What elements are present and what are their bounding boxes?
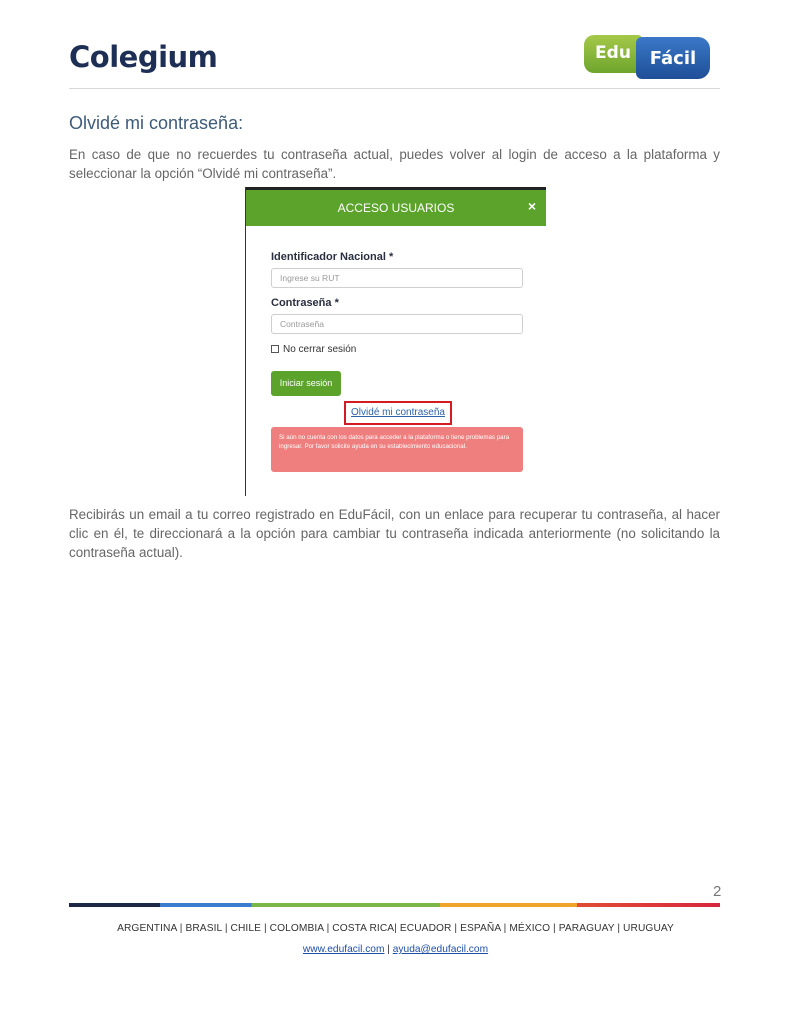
footer-color-bar: [69, 903, 720, 907]
password-label: Contraseña *: [271, 297, 339, 309]
login-button[interactable]: Iniciar sesión: [271, 371, 341, 396]
logo-edu-part: Edu: [584, 35, 642, 73]
edufacil-logo: [582, 33, 712, 81]
page-number: 2: [713, 883, 722, 900]
remember-checkbox[interactable]: [271, 345, 279, 353]
close-icon[interactable]: ×: [527, 198, 536, 214]
remember-session-row[interactable]: [271, 344, 356, 355]
password-input[interactable]: Contraseña: [271, 314, 523, 334]
login-modal-screenshot: [245, 187, 546, 496]
email-link[interactable]: ayuda@edufacil.com: [392, 944, 489, 955]
national-id-label: Identificador Nacional *: [271, 251, 394, 263]
forgot-password-highlight: [344, 401, 452, 425]
forgot-password-link[interactable]: Olvidé mi contraseña: [351, 407, 445, 418]
email-instructions-paragraph: Recibirás un email a tu correo registrado en EduFácil, con un enlace para recuperar tu contraseña, al hacer clic en él, te direccionará a la opción para cambiar tu contraseña indicada anteriormente (no solicitando la contraseña actual).: [69, 507, 720, 560]
help-alert: Si aún no cuenta con los datos para acceder a la plataforma o tiene problemas para ingresar. Por favor solicite ayuda en su establecimiento educacional.: [271, 427, 523, 472]
remember-label: No cerrar sesión: [283, 344, 357, 355]
modal-title: ACCESO USUARIOS: [337, 201, 455, 215]
national-id-input[interactable]: Ingrese su RUT: [271, 268, 523, 288]
footer-countries: ARGENTINA | BRASIL | CHILE | COLOMBIA | COSTA RICA| ECUADOR | ESPAÑA | MÉXICO | PARAGUAY | URUGUAY: [117, 923, 674, 934]
footer-separator: |: [384, 944, 393, 955]
footer-contact-links: [0, 944, 791, 955]
intro-paragraph: En caso de que no recuerdes tu contraseña actual, puedes volver al login de acceso a la plataforma y seleccionar la opción “Olvidé mi contraseña”.: [69, 147, 720, 181]
modal-header: [246, 190, 546, 226]
logo-facil-part: Fácil: [636, 37, 710, 79]
website-link[interactable]: www.edufacil.com: [302, 944, 385, 955]
header-divider: [69, 88, 720, 89]
section-title: Olvidé mi contraseña:: [69, 113, 244, 133]
colegium-logo: Colegium: [69, 40, 218, 74]
